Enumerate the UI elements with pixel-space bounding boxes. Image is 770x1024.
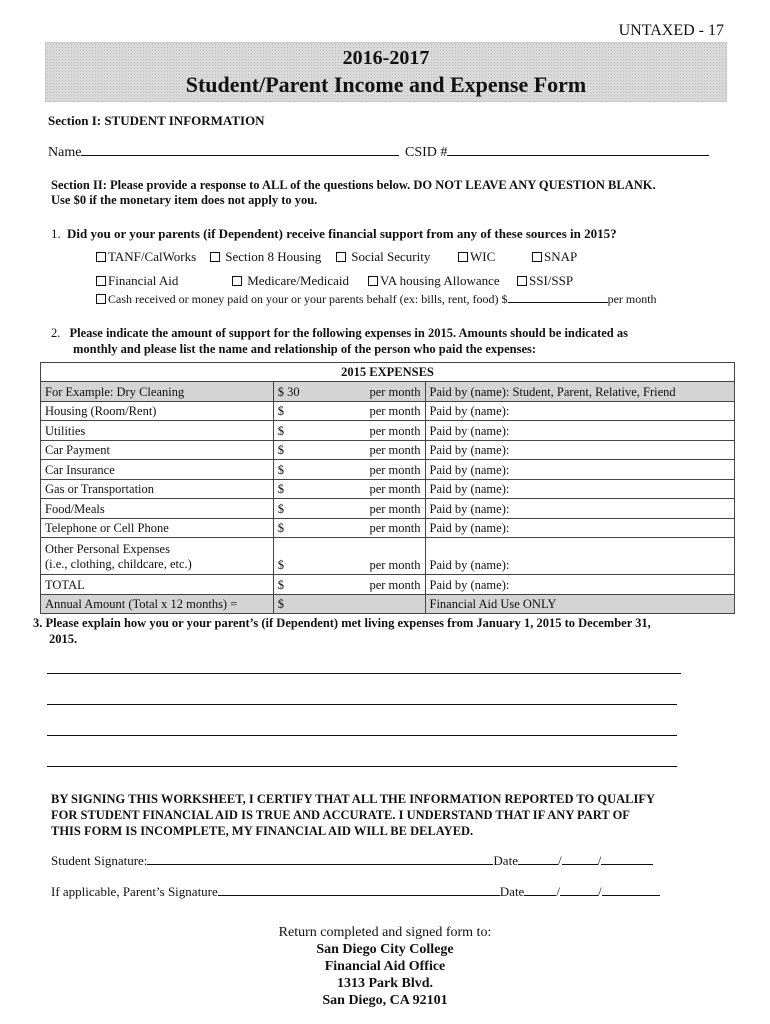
return-intro: Return completed and signed form to: <box>278 925 492 940</box>
table-row-total <box>41 575 735 595</box>
date-label: Date <box>493 853 518 868</box>
q3-number: 3. <box>33 616 43 630</box>
table-row-other <box>41 538 735 575</box>
total-paid-by[interactable]: Paid by (name): <box>425 575 735 595</box>
total-label: TOTAL <box>41 575 274 595</box>
explanation-line-2[interactable] <box>47 704 677 705</box>
expense-item: Housing (Room/Rent) <box>41 401 274 421</box>
expenses-table <box>40 362 735 614</box>
expense-amount: $ 30 <box>273 382 331 402</box>
expense-frequency: per month <box>331 479 425 499</box>
page-title: Student/Parent Income and Expense Form <box>185 72 587 97</box>
date-year-field[interactable] <box>602 895 660 896</box>
expense-paid-by[interactable]: Paid by (name): <box>425 421 735 441</box>
option-label: TANF/CalWorks <box>108 249 197 264</box>
q3-line1: Please explain how you or your parent’s (if Dependent) met living expenses from January 1, 2015 to December 31, <box>45 616 651 630</box>
student-signature-field[interactable] <box>147 864 493 865</box>
table-row <box>41 518 735 538</box>
cash-label: Cash received or money paid on your or your parents behalf (ex: bills, rent, food) $ <box>108 292 508 306</box>
q2-question <box>51 325 628 357</box>
return-office: Financial Aid Office <box>324 959 446 974</box>
date-day-field[interactable] <box>562 864 598 865</box>
annual-note: Financial Aid Use ONLY <box>425 594 735 614</box>
q2-number: 2. <box>51 326 61 340</box>
checkbox-icon[interactable] <box>232 276 242 286</box>
q1-question <box>51 226 617 242</box>
expense-frequency: per month <box>331 518 425 538</box>
explanation-line-3[interactable] <box>47 735 677 736</box>
option-label: Section 8 Housing <box>225 249 322 264</box>
other-line1: Other Personal Expenses <box>45 542 170 556</box>
option-label: WIC <box>470 249 496 264</box>
checkbox-icon[interactable] <box>517 276 527 286</box>
checkbox-icon[interactable] <box>368 276 378 286</box>
expense-frequency: per month <box>331 460 425 480</box>
other-line2: (i.e., clothing, childcare, etc.) <box>45 557 192 571</box>
explanation-line-1[interactable] <box>47 673 681 674</box>
q1-opt-va-housing[interactable] <box>368 273 500 289</box>
table-row <box>41 479 735 499</box>
q1-number: 1. <box>51 226 61 241</box>
expenses-header: 2015 EXPENSES <box>41 363 735 382</box>
expense-amount[interactable]: $ <box>273 479 331 499</box>
checkbox-icon[interactable] <box>96 294 106 304</box>
expense-paid-by: Paid by (name): Student, Parent, Relative, Friend <box>425 382 735 402</box>
total-amount[interactable]: $ <box>273 575 331 595</box>
return-address <box>230 924 540 1009</box>
cash-suffix: per month <box>607 292 657 306</box>
return-street: 1313 Park Blvd. <box>336 976 434 991</box>
expense-item: Food/Meals <box>41 499 274 519</box>
expense-amount[interactable]: $ <box>273 401 331 421</box>
table-row <box>41 421 735 441</box>
expense-item: Gas or Transportation <box>41 479 274 499</box>
expense-paid-by[interactable]: Paid by (name): <box>425 479 735 499</box>
student-signature-label: Student Signature: <box>51 853 148 868</box>
date-slash: / <box>597 884 602 899</box>
cert-line2: FOR STUDENT FINANCIAL AID IS TRUE AND ACCURATE. I UNDERSTAND THAT IF ANY PART OF <box>51 808 630 822</box>
expense-paid-by[interactable]: Paid by (name): <box>425 518 735 538</box>
title-banner <box>45 42 727 102</box>
option-label: Social Security <box>351 249 431 264</box>
section1-heading: Section I: STUDENT INFORMATION <box>48 113 265 128</box>
checkbox-icon[interactable] <box>458 252 468 262</box>
expense-amount[interactable]: $ <box>273 440 331 460</box>
checkbox-icon[interactable] <box>336 252 346 262</box>
q1-opt-section8[interactable] <box>210 249 321 265</box>
table-row <box>41 460 735 480</box>
csid-label: CSID # <box>405 145 448 160</box>
option-label: VA housing Allowance <box>380 273 500 288</box>
date-day-field[interactable] <box>560 895 598 896</box>
date-slash: / <box>597 853 602 868</box>
q1-opt-tanf[interactable] <box>96 249 196 265</box>
section2-instructions <box>51 178 656 208</box>
q1-cash-row[interactable] <box>96 292 657 307</box>
name-field[interactable] <box>81 155 399 156</box>
expense-frequency: per month <box>331 538 425 575</box>
table-row <box>41 382 735 402</box>
title-year: 2016-2017 <box>342 47 430 69</box>
section2-line1: Section II: Please provide a response to ALL of the questions below. DO NOT LEAVE ANY QUESTION BLANK. <box>51 178 656 192</box>
expense-amount[interactable]: $ <box>273 538 331 575</box>
checkbox-icon[interactable] <box>96 252 106 262</box>
table-row <box>41 401 735 421</box>
csid-row <box>405 145 709 161</box>
table-row <box>41 440 735 460</box>
expense-item: For Example: Dry Cleaning <box>41 382 274 402</box>
expense-item: Car Payment <box>41 440 274 460</box>
q1-opt-social-security[interactable] <box>336 249 430 265</box>
parent-signature-row <box>51 884 660 900</box>
q1-opt-financial-aid[interactable] <box>96 273 178 289</box>
date-year-field[interactable] <box>601 864 653 865</box>
expense-paid-by[interactable]: Paid by (name): <box>425 499 735 519</box>
parent-signature-field[interactable] <box>218 895 500 896</box>
q3-question <box>33 615 651 647</box>
annual-spacer <box>331 594 425 614</box>
parent-signature-label: If applicable, Parent’s Signature <box>51 884 218 899</box>
annual-amount: $ <box>273 594 331 614</box>
expense-item: Utilities <box>41 421 274 441</box>
q1-opt-snap[interactable] <box>532 249 577 265</box>
date-label: Date <box>499 884 525 899</box>
q1-opt-wic[interactable] <box>458 249 495 265</box>
expense-item: Car Insurance <box>41 460 274 480</box>
total-frequency: per month <box>331 575 425 595</box>
return-college: San Diego City College <box>316 942 454 957</box>
cert-line3: THIS FORM IS INCOMPLETE, MY FINANCIAL AID WILL BE DELAYED. <box>51 824 474 838</box>
date-month-field[interactable] <box>524 895 556 896</box>
date-month-field[interactable] <box>518 864 558 865</box>
form-code: UNTAXED - 17 <box>618 22 724 39</box>
q2-line1: Please indicate the amount of support for the following expenses in 2015. Amounts should be indicated as <box>69 326 628 340</box>
q1-opt-medicare[interactable] <box>232 273 349 289</box>
expense-frequency: per month <box>331 440 425 460</box>
option-label: Medicare/Medicaid <box>247 273 350 288</box>
checkbox-icon[interactable] <box>96 276 106 286</box>
expense-amount[interactable]: $ <box>273 499 331 519</box>
student-signature-row <box>51 853 653 869</box>
name-label: Name <box>48 145 82 160</box>
expense-item-other <box>41 538 274 575</box>
table-row-annual <box>41 594 735 614</box>
annual-label: Annual Amount (Total x 12 months) = <box>41 594 274 614</box>
expense-frequency: per month <box>331 499 425 519</box>
checkbox-icon[interactable] <box>210 252 220 262</box>
section2-line2: Use $0 if the monetary item does not apply to you. <box>51 193 318 207</box>
expense-frequency: per month <box>331 401 425 421</box>
date-slash: / <box>557 853 562 868</box>
expense-paid-by[interactable]: Paid by (name): <box>425 538 735 575</box>
return-city: San Diego, CA 92101 <box>322 993 448 1008</box>
certification-statement <box>51 791 655 839</box>
expense-amount[interactable]: $ <box>273 421 331 441</box>
q3-line2: 2015. <box>49 632 78 646</box>
option-label: SNAP <box>544 249 578 264</box>
option-label: Financial Aid <box>108 273 179 288</box>
expense-frequency: per month <box>331 421 425 441</box>
csid-field[interactable] <box>447 155 709 156</box>
expense-amount[interactable]: $ <box>273 460 331 480</box>
expense-paid-by[interactable]: Paid by (name): <box>425 460 735 480</box>
name-row <box>48 145 399 161</box>
date-slash: / <box>556 884 560 899</box>
checkbox-icon[interactable] <box>532 252 542 262</box>
explanation-line-4[interactable] <box>47 766 677 767</box>
q1-text: Did you or your parents (if Dependent) receive financial support from any of these sources in 2015? <box>67 226 617 241</box>
option-label: SSI/SSP <box>529 273 574 288</box>
q1-opt-ssi[interactable] <box>517 273 573 289</box>
cert-line1: BY SIGNING THIS WORKSHEET, I CERTIFY THAT ALL THE INFORMATION REPORTED TO QUALIFY <box>51 792 656 806</box>
expense-item: Telephone or Cell Phone <box>41 518 274 538</box>
q2-line2: monthly and please list the name and relationship of the person who paid the expenses: <box>73 342 537 356</box>
expense-paid-by[interactable]: Paid by (name): <box>425 440 735 460</box>
expense-amount[interactable]: $ <box>273 518 331 538</box>
cash-amount-field[interactable] <box>508 302 608 303</box>
expense-paid-by[interactable]: Paid by (name): <box>425 401 735 421</box>
expense-frequency: per month <box>331 382 425 402</box>
table-row <box>41 499 735 519</box>
